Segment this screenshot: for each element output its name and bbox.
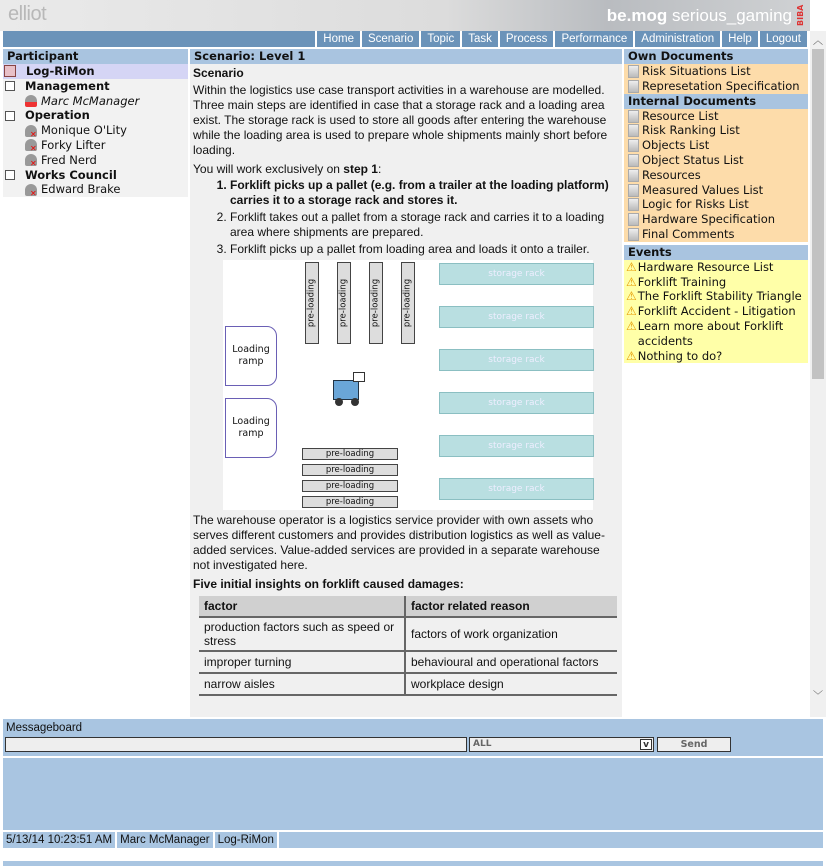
preloading-area: pre-loading [302, 496, 398, 508]
group-checkbox[interactable] [5, 170, 15, 180]
table-cell: narrow aisles [199, 673, 405, 695]
document-icon [628, 169, 639, 182]
preloading-area: pre-loading [302, 448, 398, 460]
preloading-label: pre-loading [370, 278, 381, 328]
internal-documents-item[interactable] [624, 227, 808, 242]
scenario-title: Scenario: Level 1 [190, 49, 622, 64]
document-icon [628, 184, 639, 197]
member-name: Forky Lifter [41, 137, 106, 152]
internal-documents-item[interactable] [624, 183, 808, 198]
insights-table [199, 596, 617, 696]
events-item[interactable] [624, 349, 808, 364]
participant-member[interactable] [3, 153, 188, 168]
send-button[interactable]: Send [657, 737, 731, 752]
events-item[interactable] [624, 260, 808, 275]
recipient-value: ALL [473, 739, 492, 749]
messageboard-label: Messageboard [6, 722, 83, 734]
document-icon [628, 80, 639, 93]
brand-bold: be.mog [606, 6, 668, 25]
internal-documents-item[interactable] [624, 212, 808, 227]
warning-icon: ⚠ [626, 259, 637, 274]
participant-member[interactable] [3, 138, 188, 153]
scenario-panel [190, 49, 622, 717]
storage-rack: storage rack [439, 349, 594, 371]
item-label: Represetation Specification [642, 78, 800, 93]
events-section [624, 245, 808, 364]
status-bar [3, 832, 823, 848]
document-icon [628, 139, 639, 152]
group-label: Works Council [25, 167, 117, 182]
main-nav [3, 31, 807, 47]
nav-logout[interactable]: Logout [758, 31, 807, 47]
status-filler [279, 832, 823, 848]
app-header [0, 0, 810, 31]
column-header: factor [199, 596, 405, 617]
events-item[interactable] [624, 275, 808, 290]
scroll-down-icon[interactable]: ﹀ [813, 691, 823, 702]
item-label: The Forklift Stability Triangle [637, 289, 802, 304]
nav-administration[interactable]: Administration [633, 31, 720, 47]
internal-documents-item[interactable] [624, 138, 808, 153]
scroll-up-icon[interactable]: ︿ [813, 36, 823, 47]
participant-group[interactable] [3, 108, 188, 123]
item-label: Final Comments [642, 226, 735, 241]
group-checkbox[interactable] [5, 81, 15, 91]
participant-title: Participant [3, 49, 188, 64]
user-offline-icon [25, 139, 37, 151]
table-cell: factors of work organization [405, 617, 617, 651]
user-offline-icon [25, 154, 37, 166]
steps-list [193, 178, 619, 257]
document-icon [628, 154, 639, 167]
table-cell: improper turning [199, 651, 405, 673]
recipient-select[interactable] [469, 737, 654, 752]
work-prefix: You will work exclusively on [193, 162, 344, 176]
preloading-area [369, 262, 383, 344]
work-statement [193, 162, 619, 177]
participant-group[interactable] [3, 79, 188, 94]
document-icon [628, 65, 639, 78]
item-label: Logic for Risks List [642, 197, 749, 212]
participant-member[interactable] [3, 182, 188, 197]
forklift-icon [331, 372, 365, 406]
warning-icon: ⚠ [626, 318, 637, 333]
internal-documents-item[interactable] [624, 197, 808, 212]
scenario-intro: Within the logistics use case transport activities in a warehouse are modelled. Three main steps are identified in case that a storage rack and a loading area exist. The storage rack is used to store all goods after entering the warehouse while the loading area is used to prepare whole shipments mainly short before loading. [193, 83, 608, 157]
loading-ramp: Loading ramp [225, 326, 277, 386]
nav-process[interactable]: Process [498, 31, 554, 47]
nav-help[interactable]: Help [720, 31, 758, 47]
participant-member[interactable] [3, 94, 188, 109]
warning-icon: ⚠ [626, 274, 637, 289]
item-label: Hardware Specification [642, 212, 776, 227]
events-item[interactable] [624, 319, 808, 349]
document-icon [628, 213, 639, 226]
item-label: Learn more about Forklift accidents [637, 318, 784, 348]
internal-documents-item[interactable] [624, 168, 808, 183]
role-icon [4, 65, 16, 77]
internal-documents-title: Internal Documents [624, 94, 808, 109]
insights-title: Five initial insights on forklift caused damages: [193, 577, 464, 591]
preloading-area [337, 262, 351, 344]
group-checkbox[interactable] [5, 111, 15, 121]
warning-icon: ⚠ [626, 304, 637, 319]
nav-task[interactable]: Task [460, 31, 498, 47]
document-icon [628, 228, 639, 241]
table-row [199, 617, 617, 651]
nav-home[interactable]: Home [315, 31, 360, 47]
warehouse-diagram [223, 260, 593, 510]
current-role[interactable] [3, 64, 188, 79]
item-label: Forklift Training [637, 274, 727, 289]
column-header: factor related reason [405, 596, 617, 617]
warning-icon: ⚠ [626, 348, 637, 363]
item-label: Forklift Accident - Litigation [637, 304, 796, 319]
own-documents-item[interactable] [624, 64, 808, 79]
storage-rack: storage rack [439, 263, 594, 285]
participant-panel [3, 49, 188, 197]
table-row [199, 673, 617, 695]
current-role-label: Log-RiMon [26, 64, 95, 78]
chevron-down-icon[interactable]: v [640, 739, 652, 750]
user-offline-icon [25, 184, 37, 196]
group-label: Operation [25, 108, 90, 123]
participant-member[interactable] [3, 123, 188, 138]
events-item[interactable] [624, 304, 808, 319]
work-step: step 1 [343, 162, 378, 176]
nav-scenario[interactable]: Scenario [360, 31, 419, 47]
document-icon [628, 124, 639, 137]
status-user: Marc McManager [117, 832, 212, 848]
preloading-label: pre-loading [306, 278, 317, 328]
item-label: Measured Values List [642, 182, 764, 197]
member-name: Marc McManager [41, 93, 140, 108]
step-item: 2. Forklift takes out a pallet from a storage rack and carries it to a loading area where shipments are prepared. [230, 210, 619, 240]
item-label: Resource List [642, 108, 719, 123]
messageboard [3, 719, 823, 756]
scrollbar-thumb[interactable] [812, 49, 824, 379]
storage-rack: storage rack [439, 306, 594, 328]
item-label: Risk Ranking List [642, 123, 740, 138]
scrollbar[interactable] [810, 31, 826, 717]
item-label: Resources [642, 167, 701, 182]
own-documents-title: Own Documents [624, 49, 808, 64]
biba-logo: BIBA [796, 4, 805, 26]
preloading-label: pre-loading [402, 278, 413, 328]
item-label: Risk Situations List [642, 64, 751, 78]
own-documents-item[interactable] [624, 79, 808, 94]
item-label: Hardware Resource List [637, 259, 774, 274]
table-header-row [199, 596, 617, 617]
item-label: Nothing to do? [637, 348, 723, 363]
elliot-logo: elliot [8, 3, 47, 25]
item-label: Objects List [642, 138, 710, 153]
member-name: Edward Brake [41, 182, 121, 197]
document-icon [628, 110, 639, 123]
status-role: Log-RiMon [215, 832, 277, 848]
preloading-area [305, 262, 319, 344]
table-row [199, 651, 617, 673]
table-cell: production factors such as speed or stress [199, 617, 405, 651]
loading-ramp: Loading ramp [225, 398, 277, 458]
user-online-icon [25, 95, 37, 107]
internal-documents-item[interactable] [624, 153, 808, 168]
documents-panel [624, 49, 808, 363]
operator-text: The warehouse operator is a logistics service provider with own assets who serves different customers and provides distribution logistics as well as value-added services. Value-added services are provided in a separate warehouse not investigated here. [193, 513, 605, 572]
own-documents [624, 49, 808, 242]
brand-rest: serious_gaming [667, 6, 792, 25]
preloading-area: pre-loading [302, 480, 398, 492]
events-item[interactable] [624, 289, 808, 304]
table-cell: workplace design [405, 673, 617, 695]
work-suffix: : [377, 162, 382, 176]
brand-title [607, 6, 792, 26]
scenario-heading: Scenario [193, 66, 244, 80]
step-item: 3. Forklift picks up a pallet from loading area and loads it onto a trailer. [230, 242, 619, 257]
warning-icon: ⚠ [626, 289, 637, 304]
storage-rack: storage rack [439, 392, 594, 414]
preloading-area: pre-loading [302, 464, 398, 476]
preloading-area [401, 262, 415, 344]
preloading-label: pre-loading [338, 278, 349, 328]
message-input[interactable] [5, 737, 467, 752]
status-time: 5/13/14 10:23:51 AM [3, 832, 115, 848]
internal-documents-item[interactable] [624, 109, 808, 124]
nav-performance[interactable]: Performance [553, 31, 633, 47]
nav-topic[interactable]: Topic [419, 31, 460, 47]
member-name: Fred Nerd [41, 152, 97, 167]
table-cell: behavioural and operational factors [405, 651, 617, 673]
step-item: 1. Forklift picks up a pallet (e.g. from a trailer at the loading platform) carries it to a storage rack and stores it. [230, 178, 619, 208]
document-icon [628, 198, 639, 211]
storage-rack: storage rack [439, 478, 594, 500]
item-label: Object Status List [642, 152, 744, 167]
group-label: Management [25, 78, 110, 93]
storage-rack: storage rack [439, 435, 594, 457]
bottom-bar [3, 861, 823, 866]
member-name: Monique O'Lity [41, 123, 127, 138]
user-offline-icon [25, 125, 37, 137]
events-title: Events [624, 245, 808, 260]
internal-documents-item[interactable] [624, 123, 808, 138]
message-list [3, 758, 823, 830]
